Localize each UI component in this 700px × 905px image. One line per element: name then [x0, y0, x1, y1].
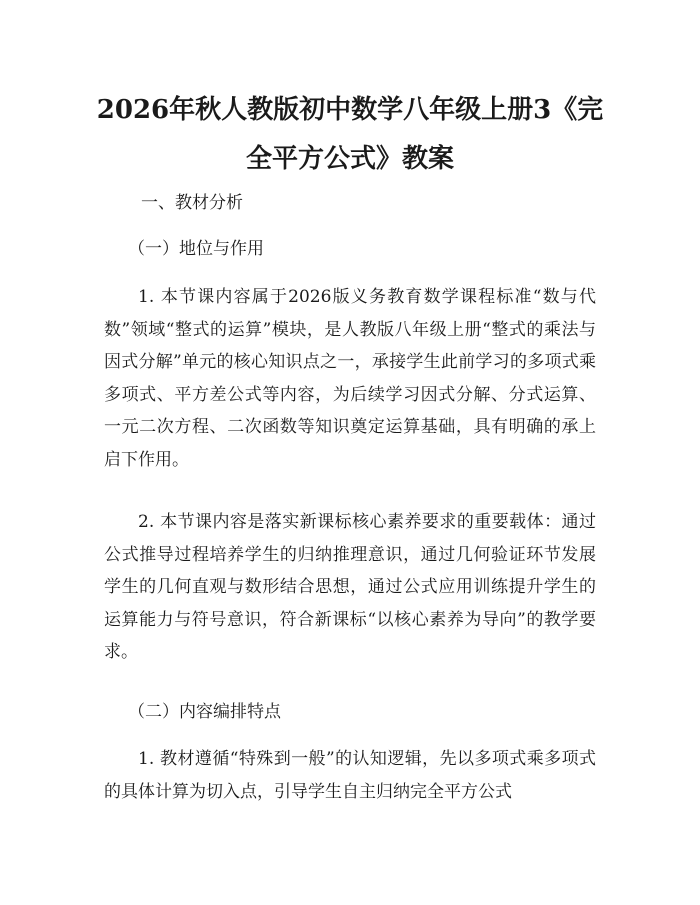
subsection-heading-position-and-role: （一）地位与作用	[128, 239, 264, 259]
paragraph-position-1: 1. 本节课内容属于2026版义务教育数学课程标准“数与代数”领域“整式的运算”模块，是人教版八年级上册“整式的乘法与因式分解”单元的核心知识点之一，承接学生此前学习的多项式乘多项式、平方差公式等内容，为后续学习因式分解、分式运算、一元二次方程、二次函数等知识奠定运算基础，具有明确的承上启下作用。	[104, 287, 596, 470]
document-title: 2026年秋人教版初中数学八年级上册3《完全平方公式》教案	[96, 95, 604, 174]
paragraph-arrangement-1: 1. 教材遵循“特殊到一般”的认知逻辑，先以多项式乘多项式的具体计算为切入点，引导学生自主归纳完全平方公式	[104, 749, 596, 802]
paragraph-position-2: 2. 本节课内容是落实新课标核心素养要求的重要载体：通过公式推导过程培养学生的归纳推理意识，通过几何验证环节发展学生的几何直观与数形结合思想，通过公式应用训练提升学生的运算能力与符号意识，符合新课标“以核心素养为导向”的教学要求。	[104, 512, 596, 663]
section-heading-textbook-analysis: 一、教材分析	[141, 193, 243, 213]
subsection-heading-content-arrangement: （二）内容编排特点	[128, 702, 281, 722]
